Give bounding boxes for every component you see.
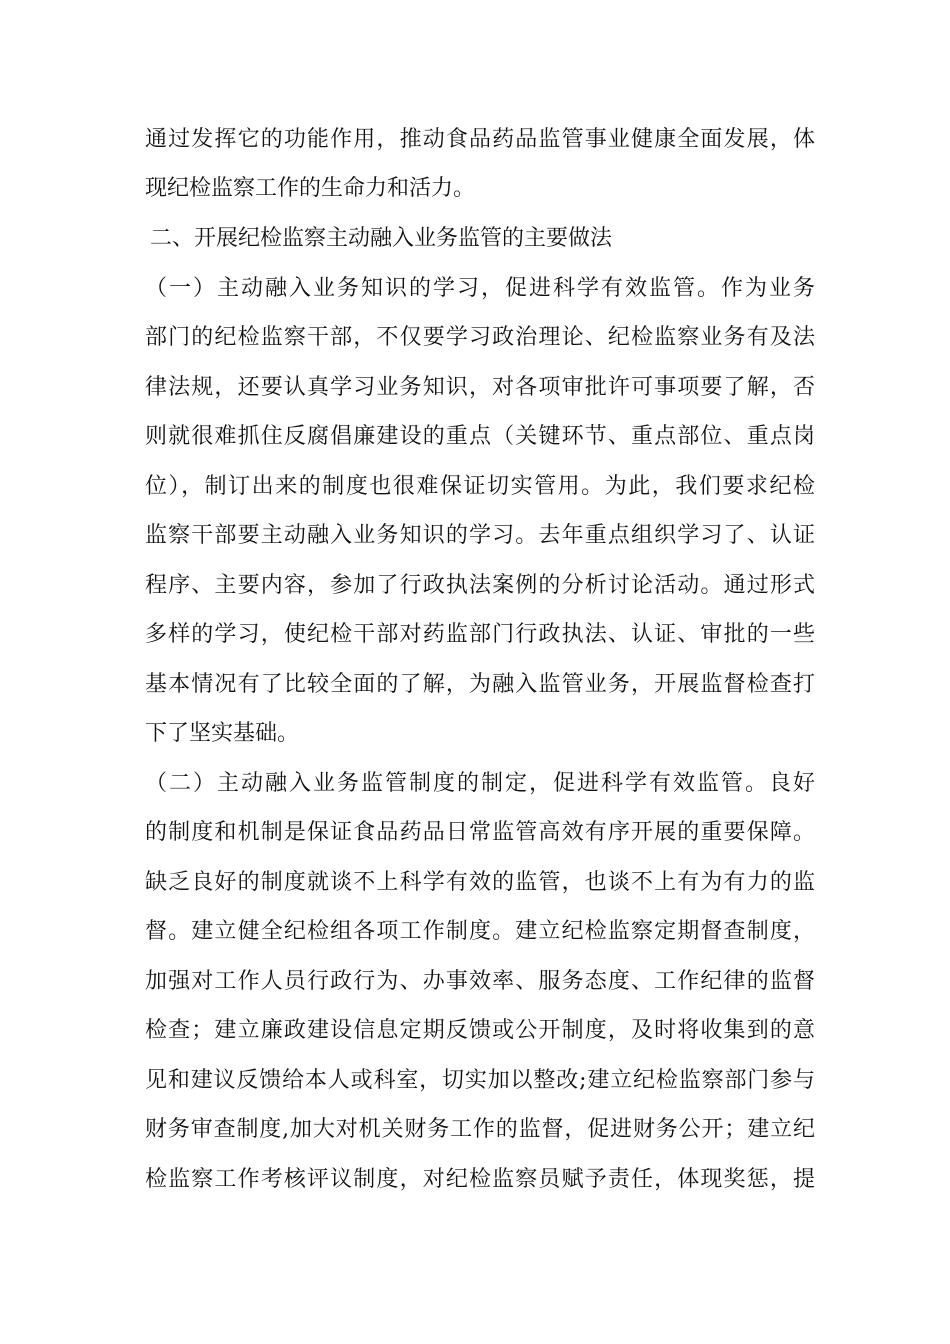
text-line: 基本情况有了比较全面的了解，为融入监管业务，开展监督检查打 xyxy=(145,672,815,697)
text-line: 监察干部要主动融入业务知识的学习。去年重点组织学习了、认证 xyxy=(145,523,815,548)
text-line: 多样的学习，使纪检干部对药监部门行政执法、认证、审批的一些 xyxy=(145,622,815,647)
text-line: 现纪检监察工作的生命力和活力。 xyxy=(145,176,476,201)
text-line: （二）主动融入业务监管制度的制定，促进科学有效监管。良好 xyxy=(145,771,815,796)
text-line: 位），制订出来的制度也很难保证切实管用。为此，我们要求纪检 xyxy=(145,474,815,499)
text-line: 见和建议反馈给本人或科室，切实加以整改;建立纪检监察部门参与 xyxy=(145,1068,815,1093)
text-line: 检监察工作考核评议制度，对纪检监察员赋予责任，体现奖惩，提 xyxy=(145,1167,815,1192)
section-heading: 二、开展纪检监察主动融入业务监管的主要做法 xyxy=(150,226,613,251)
text-line: 检查；建立廉政建设信息定期反馈或公开制度，及时将收集到的意 xyxy=(145,1018,815,1043)
text-line: 下了坚实基础。 xyxy=(145,721,300,746)
text-line: 加强对工作人员行政行为、办事效率、服务态度、工作纪律的监督 xyxy=(145,969,815,994)
text-line: 督。建立健全纪检组各项工作制度。建立纪检监察定期督查制度， xyxy=(145,919,815,944)
text-line: 则就很难抓住反腐倡廉建设的重点（关键环节、重点部位、重点岗 xyxy=(145,424,815,449)
text-line: （一）主动融入业务知识的学习，促进科学有效监管。作为业务 xyxy=(145,276,815,301)
text-line: 通过发挥它的功能作用，推动食品药品监管事业健康全面发展，体 xyxy=(145,127,815,152)
text-line: 缺乏良好的制度就谈不上科学有效的监管，也谈不上有为有力的监 xyxy=(145,870,815,895)
text-line: 部门的纪检监察干部，不仅要学习政治理论、纪检监察业务有及法 xyxy=(145,325,815,350)
text-line: 律法规，还要认真学习业务知识，对各项审批许可事项要了解，否 xyxy=(145,375,815,400)
text-line: 程序、主要内容，参加了行政执法案例的分析讨论活动。通过形式 xyxy=(145,573,815,598)
text-line: 财务审查制度,加大对机关财务工作的监督，促进财务公开；建立纪 xyxy=(145,1117,815,1142)
text-line: 的制度和机制是保证食品药品日常监管高效有序开展的重要保障。 xyxy=(145,820,815,845)
